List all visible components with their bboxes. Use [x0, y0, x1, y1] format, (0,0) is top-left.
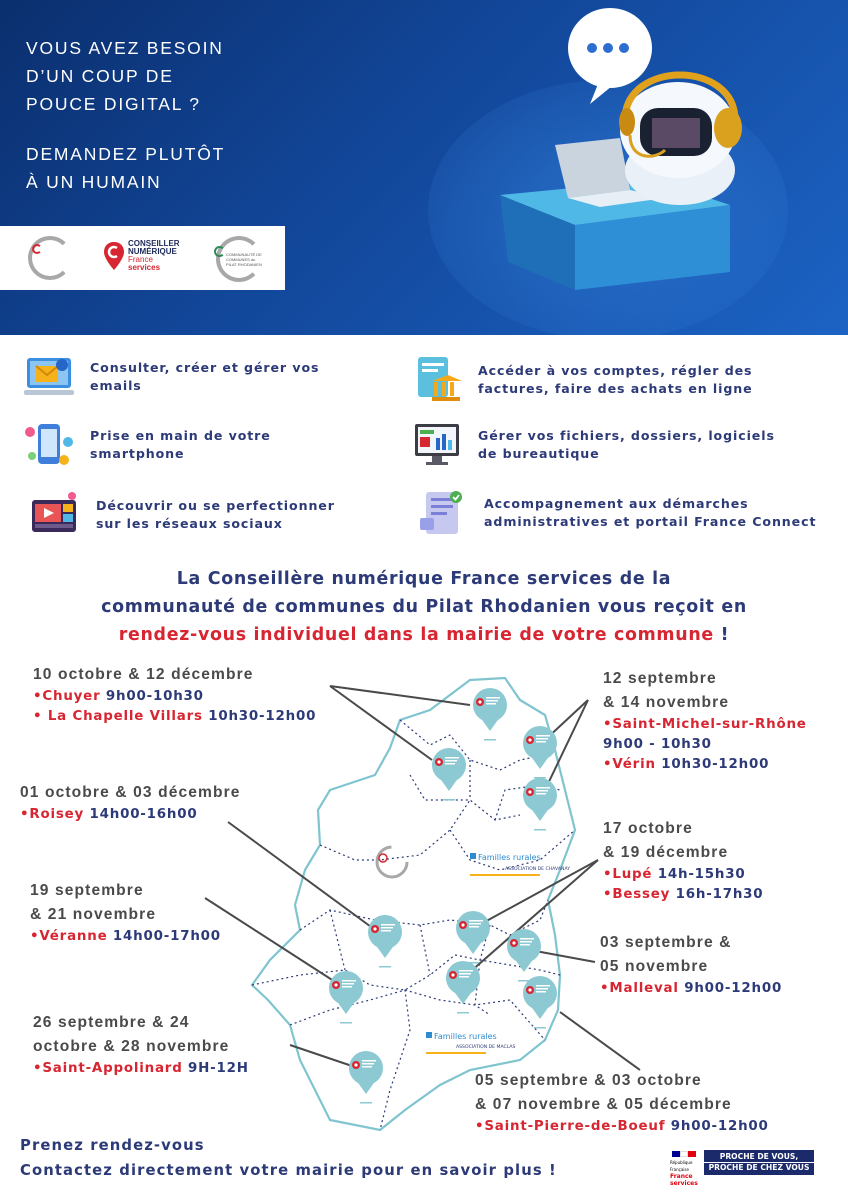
schedule-time: 9h00-10h30: [100, 689, 204, 704]
commune-name: La Chapelle Villars: [47, 709, 203, 724]
cn-logo-text: services: [128, 263, 161, 272]
commune-name: Roisey: [29, 807, 85, 822]
schedule-entry: •Bessey 16h-17h30: [603, 887, 764, 902]
schedule-dates: 12 septembre: [603, 670, 717, 687]
schedule-dates: 17 octobre: [603, 820, 693, 837]
map-pin: [523, 778, 557, 831]
service-admin: [418, 488, 816, 538]
headline-line: À UN HUMAIN: [26, 172, 162, 192]
schedule-chuyer: [33, 663, 316, 727]
service-smartphone: [24, 420, 271, 470]
familles-rurales-logo-2: [426, 1032, 516, 1054]
asso-label: ASSOCIATION DE CHAVANAY: [505, 867, 571, 872]
service-label: factures, faire des achats en ligne: [478, 381, 753, 396]
familles-label: Familles rurales: [434, 1032, 497, 1041]
commune-name: Vérin: [612, 757, 656, 772]
main-statement: [0, 565, 848, 649]
schedule-dates: octobre & 28 novembre: [33, 1038, 230, 1055]
header-banner: [0, 0, 848, 335]
schedule-dates: 19 septembre: [30, 882, 144, 899]
commune-name: Bessey: [612, 887, 671, 902]
schedule-entry: •Chuyer 9h00-10h30: [33, 689, 204, 704]
schedule-time: 14h00-16h00: [84, 807, 198, 822]
schedule-stpierre: [475, 1069, 769, 1137]
service-label: Gérer vos fichiers, dossiers, logiciels: [478, 428, 775, 443]
schedule-time: 16h-17h30: [670, 887, 764, 902]
schedule-time: 9h00 - 10h30: [603, 737, 712, 752]
schedule-time: 10h30-12h00: [202, 709, 317, 724]
france-services-logo: [670, 1150, 820, 1187]
statement-end: !: [713, 625, 730, 645]
cn-logo-text: NUMÉRIQUE: [128, 247, 177, 256]
ccpr-logo: [26, 234, 76, 282]
schedule-entry: •Véranne 14h00-17h00: [30, 929, 221, 944]
service-label: Accompagnement aux démarches: [484, 496, 749, 511]
schedule-entry: •Roisey 14h00-16h00: [20, 807, 198, 822]
computer-monitor-icon: [412, 420, 462, 470]
schedule-entry: • La Chapelle Villars 10h30-12h00: [33, 709, 317, 724]
slogan-box: [704, 1150, 814, 1175]
service-label: Accéder à vos comptes, régler des: [478, 363, 753, 378]
schedule-lupe: [603, 817, 763, 905]
schedule-dates: 05 septembre & 03 octobre: [475, 1072, 702, 1089]
schedule-entry: •Lupé 14h-15h30: [603, 867, 746, 882]
service-label: de bureautique: [478, 446, 600, 461]
email-laptop-icon: [24, 352, 74, 402]
headline-line: POUCE DIGITAL ?: [26, 94, 201, 114]
footer-line: Contactez directement votre mairie pour en savoir plus !: [20, 1162, 557, 1179]
schedule-time: 14h00-17h00: [107, 929, 221, 944]
commune-name: Saint-Michel-sur-Rhône: [612, 717, 807, 732]
schedule-dates: & 14 novembre: [603, 694, 730, 711]
map-pin: [507, 929, 541, 982]
schedule-roisey: [20, 781, 241, 825]
conseiller-numerique-logo: [104, 234, 180, 282]
service-label: Prise en main de votre: [90, 428, 271, 443]
statement-highlight: rendez-vous individuel dans la mairie de votre commune: [118, 625, 714, 645]
service-label: Découvrir ou se perfectionner: [96, 498, 335, 513]
schedule-entry: •Saint-Michel-sur-Rhône: [603, 717, 807, 732]
smartphone-icon: [24, 420, 74, 470]
footer-cta: [20, 1133, 557, 1183]
schedule-dates: & 21 novembre: [30, 906, 157, 923]
admin-form-icon: [418, 488, 468, 538]
commune-name: Saint-Appolinard: [42, 1061, 183, 1076]
rf-label: République: [670, 1160, 693, 1165]
rf-label: Française: [670, 1167, 689, 1172]
schedule-veranne: [30, 879, 221, 947]
footer-line: Prenez rendez-vous: [20, 1137, 205, 1154]
ccpr-logo-2: [212, 234, 268, 282]
schedule-entry: •Saint-Appolinard 9H-12H: [33, 1061, 249, 1076]
robot-illustration: [480, 0, 848, 300]
schedule-stmichel: [603, 667, 807, 775]
service-emails: [24, 352, 319, 402]
cn-logo-text: CONSEILLER: [128, 239, 180, 248]
map-pin: [432, 748, 466, 801]
commune-name: Chuyer: [42, 689, 101, 704]
schedule-dates: & 19 décembre: [603, 844, 729, 861]
map-pin: [523, 976, 557, 1029]
slogan-line: PROCHE DE VOUS,: [719, 1152, 799, 1161]
commune-name: Véranne: [39, 929, 108, 944]
ccpr-logo-text: COMMUNAUTÉ DE COMMUNES du PILAT RHODANIEN: [226, 252, 262, 267]
statement-line: communauté de communes du Pilat Rhodanien vous reçoit en: [101, 597, 747, 617]
schedule-dates: 05 novembre: [600, 958, 709, 975]
schedule-entry: •Saint-Pierre-de-Boeuf 9h00-12h00: [475, 1119, 769, 1134]
schedule-malleval: [600, 931, 782, 999]
service-label: sur les réseaux sociaux: [96, 516, 283, 531]
schedule-time: 10h30-12h00: [655, 757, 770, 772]
schedule-dates: & 07 novembre & 05 décembre: [475, 1096, 732, 1113]
schedule-time: 14h-15h30: [652, 867, 746, 882]
cn-logo-text: France: [128, 255, 153, 264]
bank-document-icon: [412, 355, 462, 405]
schedule-time: 9h00-12h00: [665, 1119, 769, 1134]
map-pin: [473, 688, 507, 741]
headline-line: VOUS AVEZ BESOIN: [26, 38, 224, 58]
slogan-line: PROCHE DE CHEZ VOUS: [704, 1162, 814, 1173]
schedule-dates: 01 octobre & 03 décembre: [20, 784, 241, 801]
connector-lines: [202, 686, 640, 1070]
map-pin: [523, 726, 557, 779]
location-pin-icon: [104, 242, 124, 270]
schedule-time: 9H-12H: [182, 1061, 249, 1076]
schedule-dates: 26 septembre & 24: [33, 1014, 190, 1031]
map-pin: [349, 1051, 383, 1104]
headline-line: D’UN COUP DE: [26, 66, 174, 86]
service-label: Consulter, créer et gérer vos: [90, 360, 320, 375]
partner-logos: [0, 226, 285, 290]
commune-name: Saint-Pierre-de-Boeuf: [484, 1119, 666, 1134]
service-files: [412, 420, 775, 470]
statement-line: La Conseillère numérique France services de la: [176, 569, 672, 589]
service-social: [30, 490, 335, 540]
schedule-dates: 10 octobre & 12 décembre: [33, 666, 254, 683]
schedule-entry: •Malleval 9h00-12h00: [600, 981, 783, 996]
service-label: administratives et portail France Connect: [484, 514, 817, 529]
headline-line: DEMANDEZ PLUTÔT: [26, 144, 226, 164]
social-media-icon: [30, 490, 80, 540]
fs-brand: France services: [670, 1173, 698, 1187]
headline: [26, 34, 225, 196]
service-label: emails: [90, 378, 142, 393]
ccpr-map-logo: [377, 847, 407, 877]
schedule-dates: 03 septembre &: [600, 934, 732, 951]
service-label: smartphone: [90, 446, 185, 461]
statement-line: [0, 621, 848, 649]
schedule-entry: •Vérin 10h30-12h00: [603, 757, 770, 772]
map-pin: [329, 971, 363, 1024]
commune-name: Malleval: [609, 981, 679, 996]
commune-name: Lupé: [612, 867, 653, 882]
schedule-time: 9h00-12h00: [678, 981, 783, 996]
familles-label: Familles rurales: [478, 853, 541, 862]
service-accounts: [412, 355, 753, 405]
schedule-appolinard: [33, 1011, 249, 1079]
map-pin: [368, 915, 402, 968]
marianne-icon: [670, 1150, 700, 1187]
asso-label: ASSOCIATION DE MACLAS: [456, 1045, 516, 1050]
